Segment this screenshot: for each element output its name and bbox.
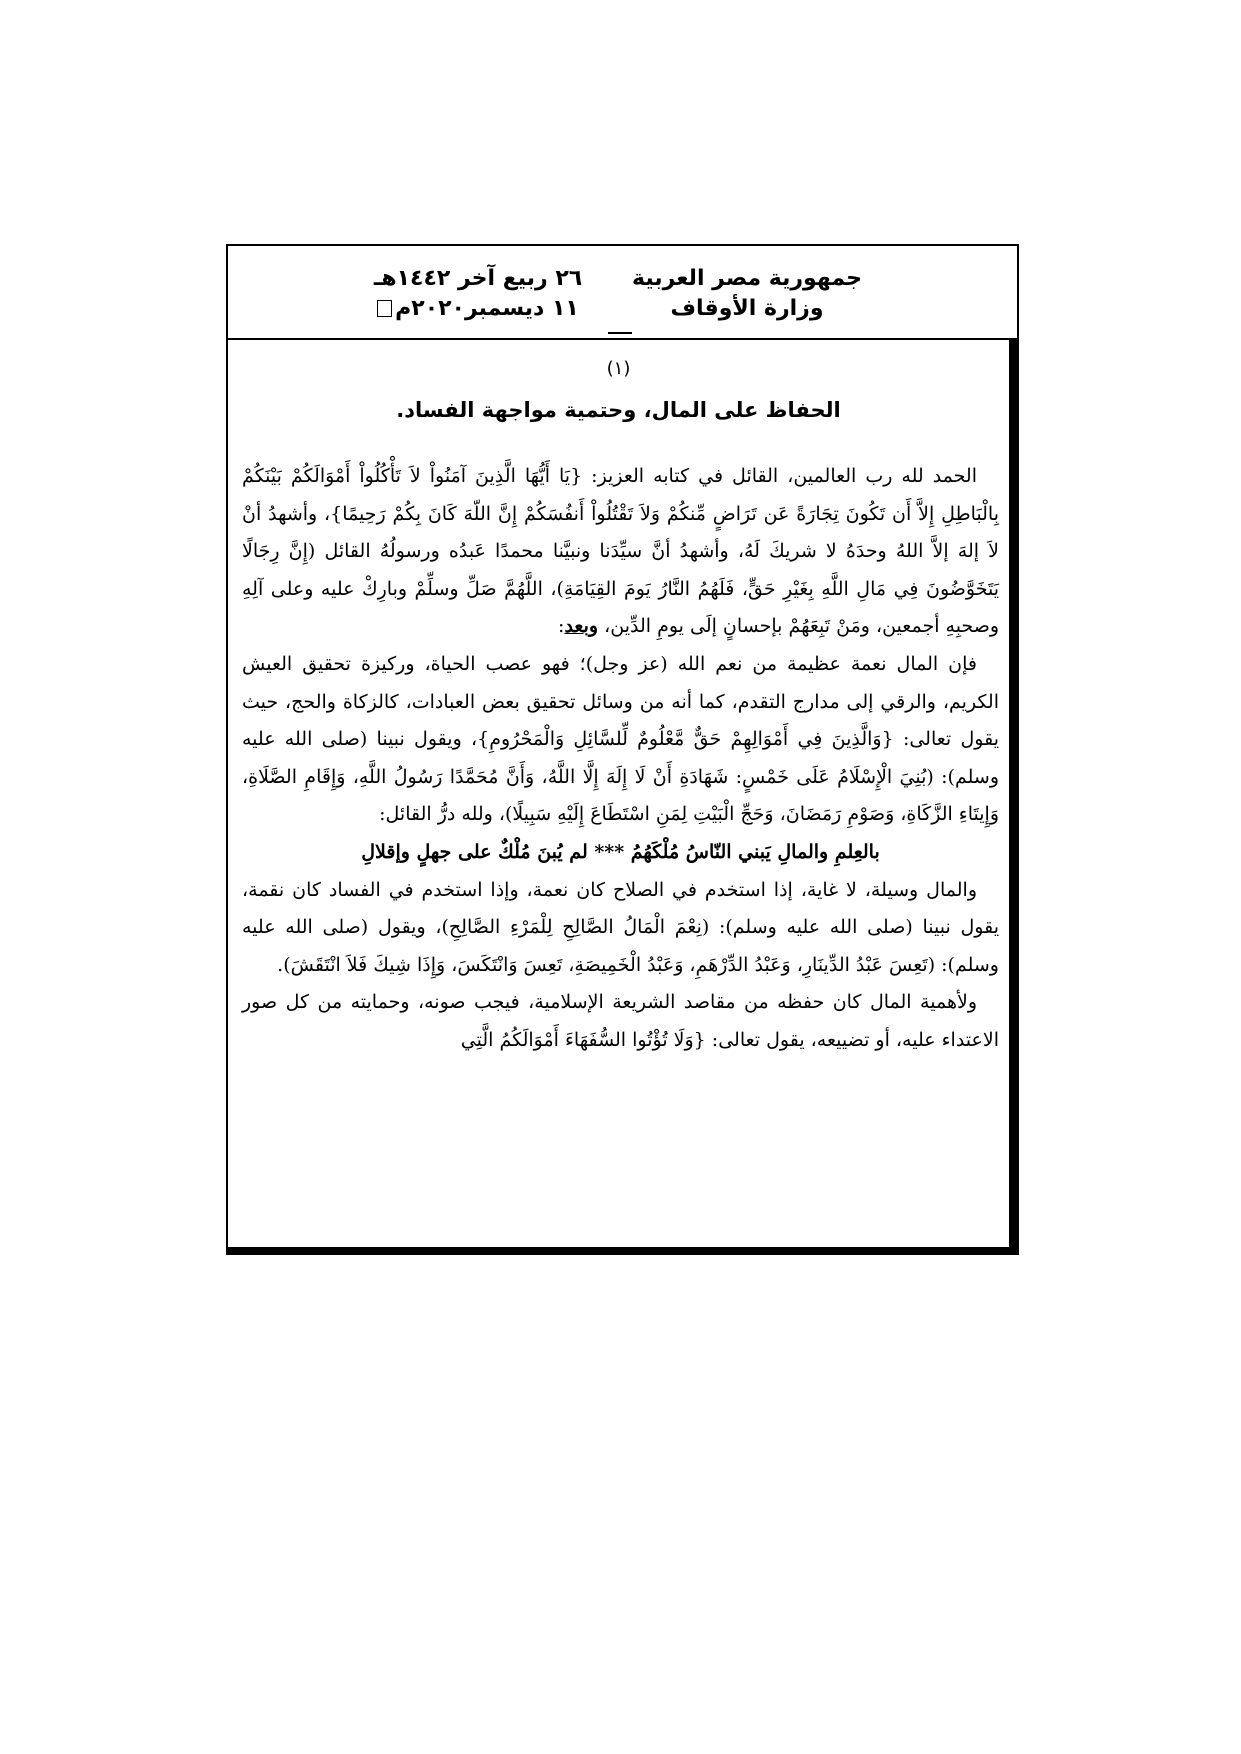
- paragraph-money-means: والمال وسيلة، لا غاية، إذا استخدم في الصلاح كان نعمة، وإذا استخدم في الفساد كان نقمة، يقول نبينا (صلى الله عليه وسلم): (نِعْمَ الْمَالُ الصَّالِحِ لِلْمَرْءِ الصَّالِحِ)، ويقول (صلى الله عليه وسلم): (تَعِسَ عَبْدُ الدِّينَارِ، وَعَبْدُ الدِّرْهَمِ، وَعَبْدُ الْخَمِيصَةِ، تَعِسَ وَانْتَكَسَ، وَإِذَا شِيكَ فَلاَ انْتَقَشَ).: [242, 878, 999, 976]
- paragraph-preservation: ولأهمية المال كان حفظه من مقاصد الشريعة الإسلامية، فيجب صونه، وحمايته من كل صور الاعتداء عليه، أو تضييعه، يقول تعالى: {وَلَا تُؤْتُوا السُّفَهَاءَ أَمْوَالَكُمُ الَّتِي: [242, 991, 999, 1051]
- hijri-date: ٢٦ ربيع آخر ١٤٤٢هـ: [373, 266, 583, 291]
- body-text: [242, 458, 999, 1060]
- page-number: (١): [606, 358, 631, 379]
- country-name: جمهورية مصر العربية: [632, 266, 862, 291]
- issuer-block: [617, 264, 877, 324]
- header-divider-mark: [608, 332, 632, 334]
- document-header: [228, 246, 1017, 340]
- document-content: [228, 340, 1017, 1253]
- gregorian-date: ١١ ديسمبر٢٠٢٠م: [348, 294, 608, 324]
- page-title: الحفاظ على المال، وحتمية مواجهة الفساد.: [396, 398, 841, 422]
- ministry-name: وزارة الأوقاف: [670, 296, 824, 321]
- ba3d-word: وبعد: [564, 615, 599, 638]
- date-block: [348, 264, 608, 324]
- paragraph-money-blessing: فإن المال نعمة عظيمة من نعم الله (عز وجل)؛ فهو عصب الحياة، وركيزة تحقيق العيش الكريم، والرقي إلى مدارج التقدم، كما أنه من وسائل تحقيق بعض العبادات، كالزكاة والحج، حيث يقول تعالى: {وَالَّذِينَ فِي أَمْوَالِهِمْ حَقٌّ مَّعْلُومٌ لِّلسَّائِلِ وَالْمَحْرُومِ}، ويقول نبينا (صلى الله عليه وسلم): (بُنِيَ الْإِسْلَامُ عَلَى خَمْسٍ: شَهَادَةِ أَنْ لَا إِلَهَ إِلَّا اللَّهُ، وَأَنَّ مُحَمَّدًا رَسُولُ اللَّهِ، وَإِقَامِ الصَّلَاةِ، وَإِيتَاءِ الزَّكَاةِ، وَصَوْمِ رَمَضَانَ، وَحَجِّ الْبَيْتِ لِمَنِ اسْتَطَاعَ إِلَيْهِ سَبِيلًا)، ولله درُّ القائل:: [242, 652, 999, 826]
- document-frame: [226, 244, 1019, 1255]
- paragraph-opening: الحمد لله رب العالمين، القائل في كتابه العزيز: {يَا أَيُّهَا الَّذِينَ آمَنُواْ لاَ تَأْكُلُواْ أَمْوَالَكُمْ بَيْنَكُمْ بِالْبَاطِلِ إِلاَّ أَن تَكُونَ تِجَارَةً عَن تَرَاضٍ مِّنكُمْ وَلاَ تَقْتُلُواْ أَنفُسَكُمْ إِنَّ اللّهَ كَانَ بِكُمْ رَحِيمًا}، وأشهدُ أنْ لاَ إلهَ إلاَّ اللهُ وحدَهُ لا شريكَ لَهُ، وأشهدُ أنَّ سيِّدَنا ونبيَّنا محمدًا عَبدُه ورسولُهُ القائل (إِنَّ رِجَالًا يَتَخَوَّضُونَ فِي مَالِ اللَّهِ بِغَيْرِ حَقٍّ، فَلَهُمُ النَّارُ يَومَ القِيَامَةِ)، اللَّهُمَّ صَلِّ وسلِّمْ وبارِكْ عليه وعلى آلِهِ وصحبِهِ أجمعين، ومَنْ تَبِعَهُمْ بإحسانٍ إلَى يومِ الدِّين، وبعد:: [242, 465, 999, 638]
- poetry-verse: بالعِلمِ والمالِ يَبني النّاسُ مُلْكَهُمُ *** لم يُبنَ مُلْكٌ على جهلٍ وإقلالِ: [361, 840, 880, 863]
